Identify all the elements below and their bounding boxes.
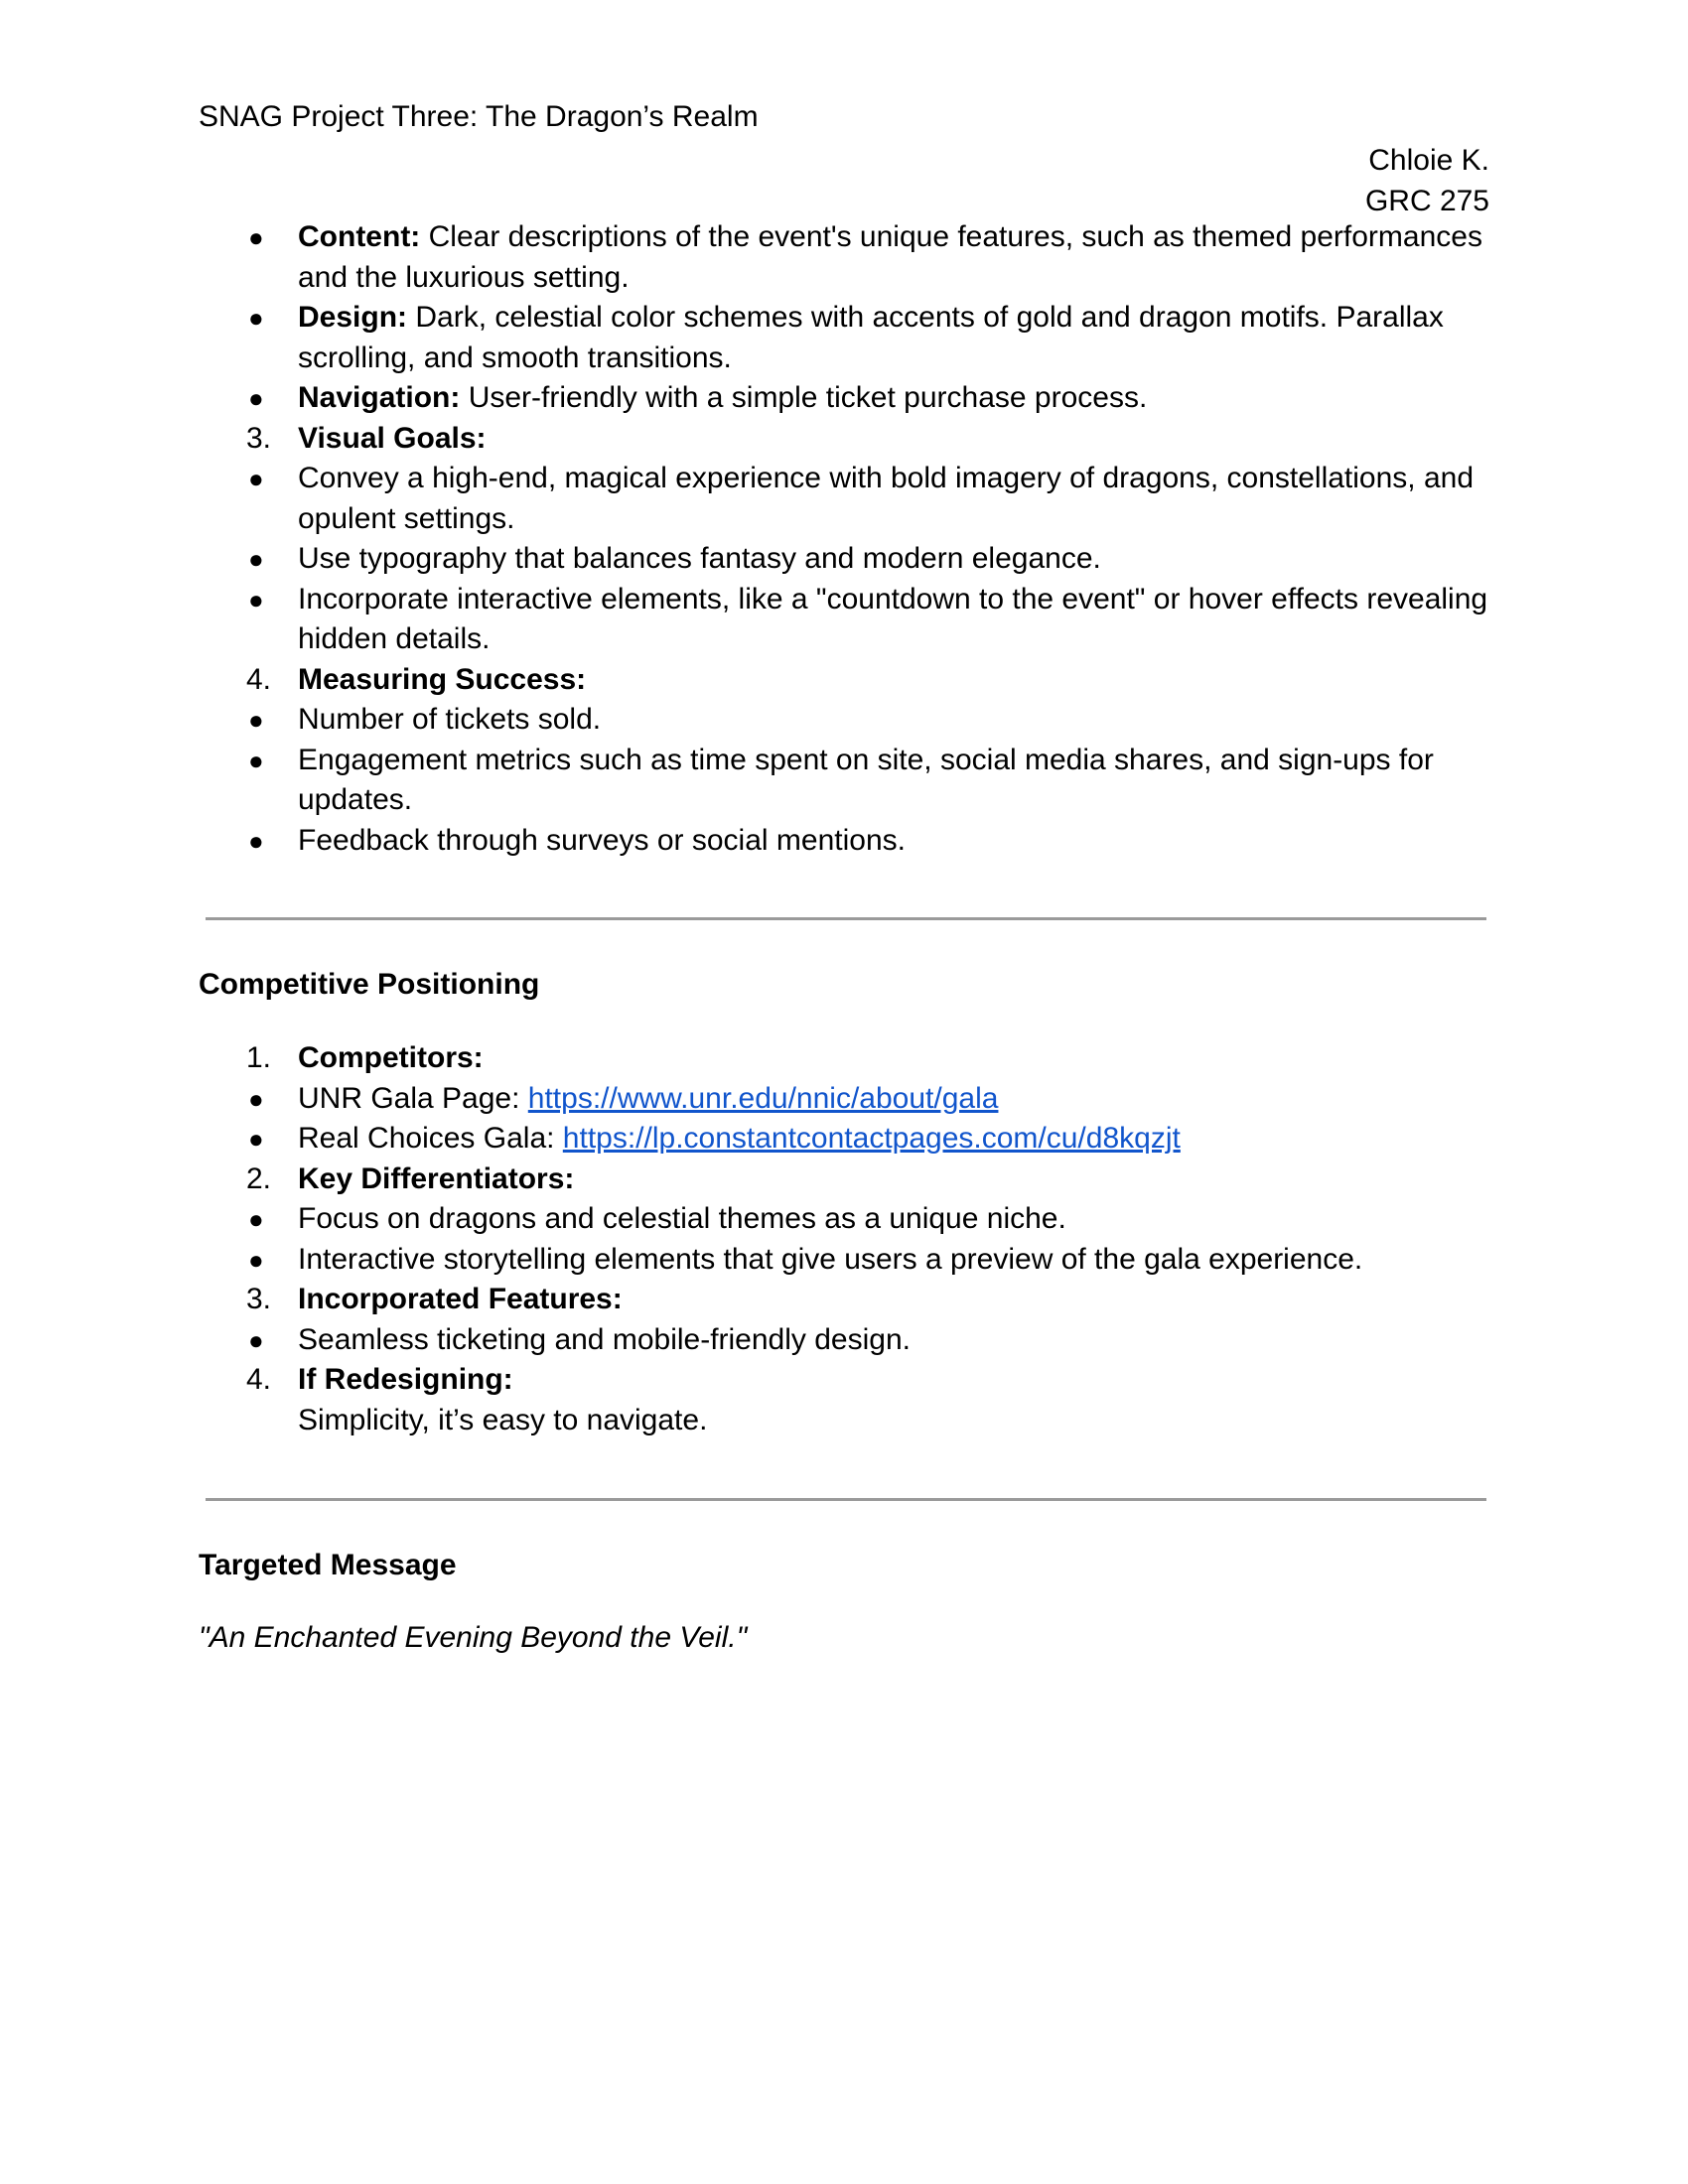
bullet-icon: ● xyxy=(248,1083,264,1114)
numbered-heading-incorporated-features: 3. Incorporated Features: xyxy=(246,1283,623,1315)
list-item: ● Design: Dark, celestial color schemes with accents of gold and dragon motifs. Parallax scrolling, and smooth transitions. xyxy=(199,298,1489,378)
list-item: ● Incorporate interactive elements, like a "countdown to the event" or hover effects revealing hidden details. xyxy=(199,580,1489,660)
bullet-icon: ● xyxy=(248,303,264,333)
list-item: ● Real Choices Gala: https://lp.constantcontactpages.com/cu/d8kqzjt xyxy=(199,1119,1489,1160)
numbered-heading-visual-goals: 3. Visual Goals: xyxy=(246,421,487,455)
bullet-icon: ● xyxy=(248,383,264,413)
section-heading-competitive: Competitive Positioning xyxy=(199,968,540,1001)
list-item: ● Interactive storytelling elements that give users a preview of the gala experience. xyxy=(199,1240,1489,1281)
list-item: ● Navigation: User-friendly with a simple ticket purchase process. xyxy=(199,378,1489,419)
list-item: ● Use typography that balances fantasy and modern elegance. xyxy=(199,539,1489,580)
numbered-heading-measuring-success: 4. Measuring Success: xyxy=(246,662,587,696)
bullet-icon: ● xyxy=(248,464,264,493)
bullet-icon: ● xyxy=(248,745,264,775)
section-heading-targeted-message: Targeted Message xyxy=(199,1549,457,1581)
numbered-heading-if-redesigning: 4. If Redesigning: xyxy=(246,1363,513,1396)
bullet-icon: ● xyxy=(248,584,264,614)
numbered-heading-key-differentiators: 2. Key Differentiators: xyxy=(246,1161,575,1195)
list-item: ● Engagement metrics such as time spent on site, social media shares, and sign-ups for updates. xyxy=(199,741,1489,821)
list-item: ● Number of tickets sold. xyxy=(199,700,1489,741)
competitive-list xyxy=(199,1038,1489,1440)
website-goals-list xyxy=(199,217,1489,861)
list-item: ● Content: Clear descriptions of the event's unique features, such as themed performances and the luxurious setting. xyxy=(199,217,1489,298)
list-item: ● Seamless ticketing and mobile-friendly design. xyxy=(199,1320,1489,1361)
real-choices-gala-link[interactable]: https://lp.constantcontactpages.com/cu/d8kqzjt xyxy=(562,1122,1181,1155)
list-item: ● Focus on dragons and celestial themes as a unique niche. xyxy=(199,1199,1489,1240)
list-item: ● UNR Gala Page: https://www.unr.edu/nnic/about/gala xyxy=(199,1079,1489,1120)
horizontal-divider xyxy=(206,1498,1486,1501)
bullet-icon: ● xyxy=(248,1244,264,1275)
list-item: ● Convey a high-end, magical experience with bold imagery of dragons, constellations, and opulent settings. xyxy=(199,459,1489,539)
author-name: Chloie K. xyxy=(1368,144,1489,177)
bullet-icon: ● xyxy=(248,1324,264,1355)
list-item: ● Feedback through surveys or social mentions. xyxy=(199,821,1489,862)
horizontal-divider xyxy=(206,917,1486,920)
document-title: SNAG Project Three: The Dragon’s Realm xyxy=(199,100,759,133)
course-code: GRC 275 xyxy=(1364,185,1489,217)
bullet-icon: ● xyxy=(248,544,264,574)
bullet-icon: ● xyxy=(248,705,264,735)
bullet-icon: ● xyxy=(248,222,264,252)
bullet-icon: ● xyxy=(248,1124,264,1154)
numbered-heading-competitors: 1. Competitors: xyxy=(246,1041,484,1074)
author-block xyxy=(1365,140,1489,221)
bullet-icon: ● xyxy=(248,825,264,856)
bullet-icon: ● xyxy=(248,1204,264,1234)
list-item: Simplicity, it’s easy to navigate. xyxy=(298,1403,708,1436)
unr-gala-link[interactable]: https://www.unr.edu/nnic/about/gala xyxy=(527,1081,999,1115)
targeted-message-quote: "An Enchanted Evening Beyond the Veil." xyxy=(199,1621,748,1654)
